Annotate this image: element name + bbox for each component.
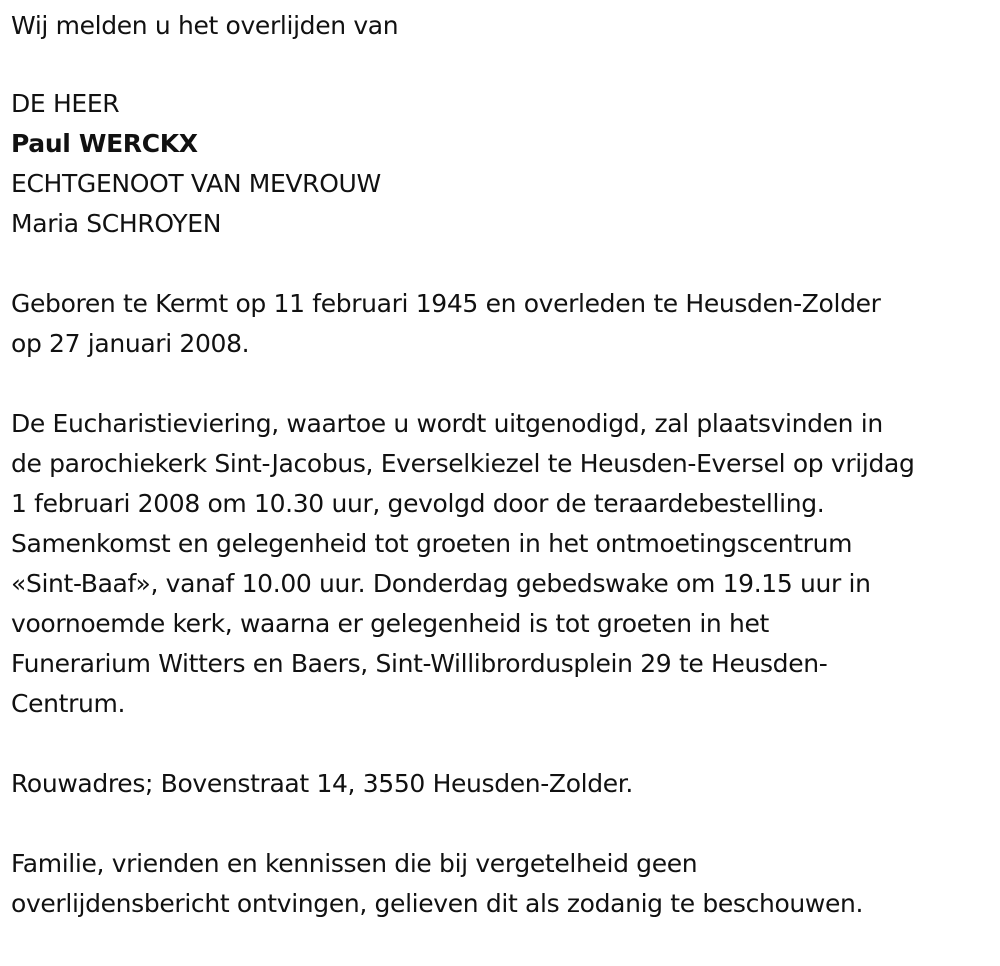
paragraph-line: op 27 januari 2008. [11,329,250,358]
paragraph-line: Centrum. [11,689,126,718]
paragraph-line: «Sint-Baaf», vanaf 10.00 uur. Donderdag gebedswake om 19.15 uur in [11,569,871,598]
paragraph-line: de parochiekerk Sint-Jacobus, Everselkiezel te Heusden-Eversel op vrijdag [11,449,915,478]
paragraph-line: De Eucharistieviering, waartoe u wordt uitgenodigd, zal plaatsvinden in [11,409,883,438]
paragraph-line: Funerarium Witters en Baers, Sint-Willibrordusplein 29 te Heusden- [11,649,828,678]
birth-death-paragraph [11,284,996,364]
honorific-title: DE HEER [11,89,120,118]
paragraph-line: voornoemde kerk, waarna er gelegenheid is tot groeten in het [11,609,769,638]
spouse-name: Maria SCHROYEN [11,209,222,238]
paragraph-line: overlijdensbericht ontvingen, gelieven dit als zodanig te beschouwen. [11,889,864,918]
intro-text: Wij melden u het overlijden van [11,11,399,40]
deceased-name: Paul WERCKX [11,129,198,158]
family-notice-paragraph [11,844,996,924]
paragraph-line: 1 februari 2008 om 10.30 uur, gevolgd door de teraardebestelling. [11,489,825,518]
paragraph-line: Geboren te Kermt op 11 februari 1945 en overleden te Heusden-Zolder [11,289,881,318]
spouse-label: ECHTGENOOT VAN MEVROUW [11,169,381,198]
paragraph-line: Familie, vrienden en kennissen die bij vergetelheid geen [11,849,698,878]
mourning-address: Rouwadres; Bovenstraat 14, 3550 Heusden-Zolder. [11,769,634,798]
death-notice-document [11,0,996,924]
paragraph-line: Samenkomst en gelegenheid tot groeten in het ontmoetingscentrum [11,529,853,558]
funeral-service-paragraph [11,404,996,724]
